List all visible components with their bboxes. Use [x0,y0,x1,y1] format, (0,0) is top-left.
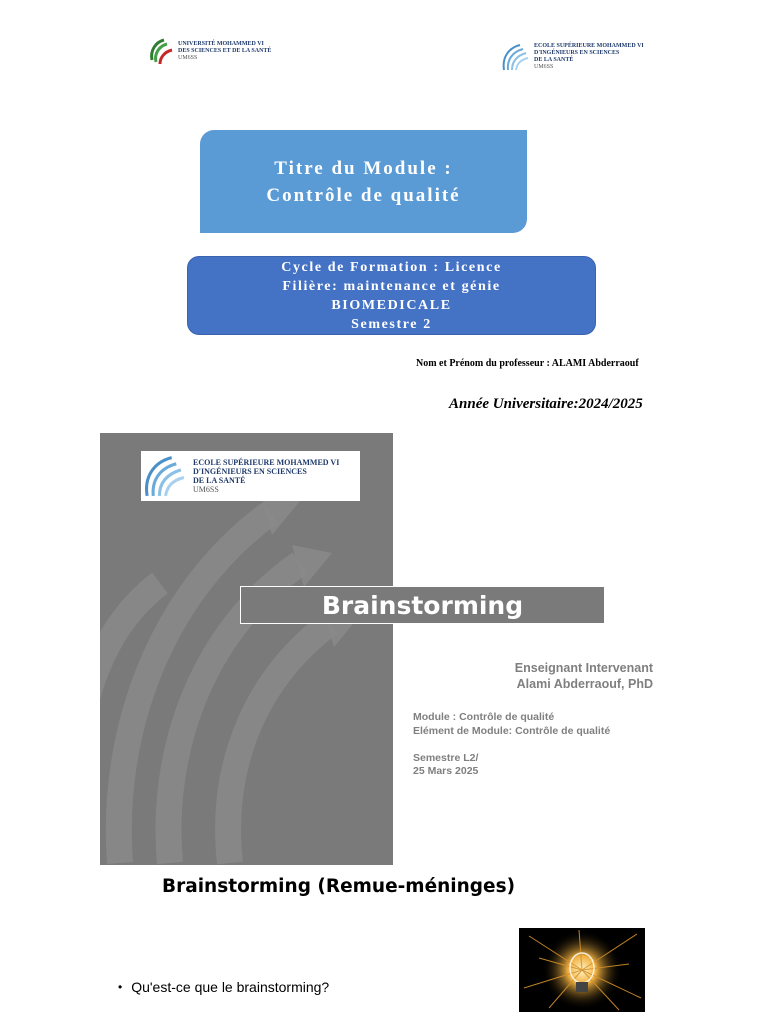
logo-left-line1: UNIVERSITÉ MOHAMMED VI [178,40,264,47]
cycle-line1: Cycle de Formation : Licence [281,259,502,275]
module-title-line2: Contrôle de qualité [266,184,461,206]
cycle-line2: Filière: maintenance et génie [282,278,501,294]
bullet-item [118,979,329,995]
teacher-name: Alami Abderraouf, PhD [516,677,653,691]
logo-right-line1: ECOLE SUPÉRIEURE MOHAMMED VI [534,43,644,49]
logo-left-line3: UM6SS [178,54,198,61]
element-line: Elément de Module: Contrôle de qualité [413,725,611,737]
cycle-box [187,256,596,335]
slide-logo-line3: DE LA SANTÉ [193,476,246,485]
module-title-box [200,130,527,233]
slide-logo-emblem-icon [141,453,187,499]
lightbulb-icon [519,928,645,1012]
lightbulb-image [519,928,645,1012]
module-line: Module : Contrôle de qualité [413,711,555,723]
um6ss-emblem-icon [148,36,174,66]
teacher-label: Enseignant Intervenant [514,661,653,675]
slide-logo-line4: UM6SS [193,485,219,494]
logo-right-line4: UM6SS [534,64,554,70]
academic-year: Année Universitaire:2024/2025 [449,396,643,412]
slide-title-banner [240,586,605,624]
cycle-line4: Semestre 2 [351,316,432,332]
slide-logo-line1: ECOLE SUPÉRIEURE MOHAMMED VI [193,458,340,467]
slide-logo [141,451,360,501]
logo-right-line3: DE LA SANTÉ [534,57,574,63]
section-heading: Brainstorming (Remue-méninges) [162,876,516,897]
module-title-line1: Titre du Module : [274,157,453,179]
slide-title: Brainstorming [321,590,524,620]
semester-info [413,752,478,778]
bullet-dot-icon: • [118,980,123,994]
cover-slide [100,433,393,865]
bullet-text: Qu'est-ce que le brainstorming? [131,979,330,995]
semester-line: Semestre L2/ [413,752,479,764]
um6ss-logo [148,36,271,66]
slide-logo-line2: D'INGÉNIEURS EN SCIENCES [193,467,307,476]
cycle-line3: BIOMEDICALE [331,297,452,313]
esim-logo [500,42,644,72]
professor-name: Nom et Prénom du professeur : ALAMI Abderraouf [416,358,639,369]
module-info [413,710,610,738]
esim-emblem-icon [500,42,530,72]
logo-right-line2: D'INGÉNIEURS EN SCIENCES [534,50,620,56]
teacher-block [472,660,653,692]
logo-left-line2: DES SCIENCES ET DE LA SANTÉ [178,47,272,54]
date-line: 25 Mars 2025 [413,765,479,777]
